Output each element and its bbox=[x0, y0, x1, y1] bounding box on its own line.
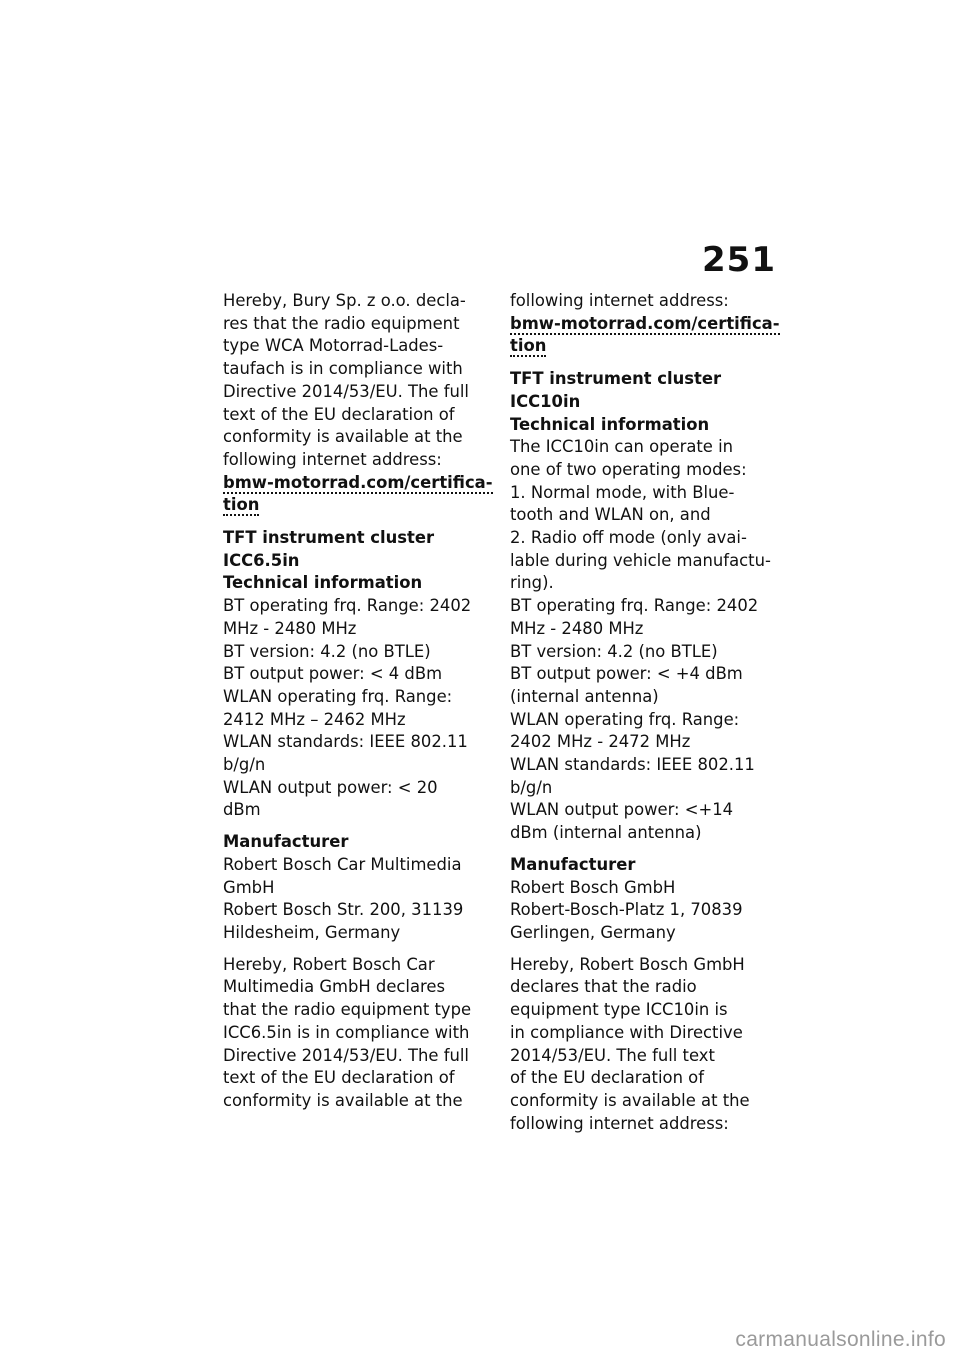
address-line: Robert Bosch Car Multimedia bbox=[223, 854, 462, 874]
spec-line: 2412 MHz – 2462 MHz bbox=[223, 709, 406, 729]
certification-link[interactable] bbox=[223, 472, 491, 517]
spec-line: BT version: 4.2 (no BTLE) bbox=[510, 641, 718, 661]
text-line: taufach is in compliance with bbox=[223, 359, 463, 379]
text-line: following internet address: bbox=[510, 1113, 729, 1133]
manufacturer-heading: Manufacturer bbox=[223, 832, 349, 852]
text-line: Hereby, Robert Bosch Car bbox=[223, 954, 435, 974]
address-line: Gerlingen, Germany bbox=[510, 922, 676, 942]
spec-line: BT version: 4.2 (no BTLE) bbox=[223, 641, 431, 661]
manufacturer-address bbox=[510, 877, 778, 945]
text-line: ICC6.5in is in compliance with bbox=[223, 1022, 470, 1042]
certification-link[interactable] bbox=[510, 313, 778, 358]
text-line: The ICC10in can operate in bbox=[510, 437, 734, 457]
spec-line: WLAN output power: < 20 bbox=[223, 777, 438, 797]
page-number: 251 bbox=[702, 240, 776, 280]
spec-line: WLAN standards: IEEE 802.11 bbox=[510, 755, 755, 775]
list-item: tooth and WLAN on, and bbox=[510, 505, 711, 525]
text-line: Directive 2014/53/EU. The full bbox=[223, 381, 469, 401]
text-line: conformity is available at the bbox=[510, 1090, 750, 1110]
address-line: Robert-Bosch-Platz 1, 70839 bbox=[510, 900, 743, 920]
text-line: type WCA Motorrad-Lades- bbox=[223, 336, 444, 356]
bury-declaration bbox=[223, 290, 491, 472]
text-line: 2014/53/EU. The full text bbox=[510, 1045, 715, 1065]
text-line: Hereby, Robert Bosch GmbH bbox=[510, 954, 745, 974]
technical-specs bbox=[510, 595, 778, 845]
technical-specs bbox=[223, 595, 491, 822]
continued-declaration bbox=[510, 290, 778, 313]
spec-line: dBm bbox=[223, 800, 261, 820]
section-heading: TFT instrument cluster bbox=[510, 369, 722, 389]
text-line: res that the radio equipment bbox=[223, 313, 460, 333]
spec-line: MHz - 2480 MHz bbox=[223, 618, 357, 638]
spec-line: WLAN operating frq. Range: bbox=[223, 686, 453, 706]
text-line: conformity is available at the bbox=[223, 1090, 463, 1110]
spec-line: MHz - 2480 MHz bbox=[510, 618, 644, 638]
text-line: one of two operating modes: bbox=[510, 459, 747, 479]
operating-modes bbox=[510, 436, 778, 595]
link-text-part2: tion bbox=[223, 495, 260, 515]
right-column bbox=[510, 290, 778, 1144]
spec-line: WLAN operating frq. Range: bbox=[510, 709, 740, 729]
list-item: lable during vehicle manufactu- bbox=[510, 550, 771, 570]
bosch-car-multimedia-declaration bbox=[223, 954, 491, 1113]
text-line: of the EU declaration of bbox=[510, 1068, 704, 1088]
technical-info-heading: Technical information bbox=[223, 573, 423, 593]
link-text-part1: bmw-motorrad.com/certifica- bbox=[510, 313, 780, 333]
text-line: Hereby, Bury Sp. z o.o. decla- bbox=[223, 291, 466, 310]
spec-line: BT output power: < +4 dBm bbox=[510, 664, 743, 684]
spec-line: 2402 MHz - 2472 MHz bbox=[510, 732, 691, 752]
text-line: Directive 2014/53/EU. The full bbox=[223, 1045, 469, 1065]
section-subheading: ICC6.5in bbox=[223, 550, 300, 570]
text-line: declares that the radio bbox=[510, 977, 697, 997]
address-line: Robert Bosch GmbH bbox=[510, 877, 676, 897]
left-column bbox=[223, 290, 491, 1122]
spec-line: BT operating frq. Range: 2402 bbox=[223, 596, 472, 616]
text-line: that the radio equipment type bbox=[223, 1000, 472, 1020]
section-heading: TFT instrument cluster bbox=[223, 528, 435, 548]
manufacturer-address bbox=[223, 854, 491, 945]
spec-line: BT operating frq. Range: 2402 bbox=[510, 596, 759, 616]
technical-info-heading: Technical information bbox=[510, 414, 710, 434]
text-line: Multimedia GmbH declares bbox=[223, 977, 446, 997]
watermark: carmanualsonline.info bbox=[735, 1328, 946, 1351]
text-line: in compliance with Directive bbox=[510, 1022, 743, 1042]
link-text-part2: tion bbox=[510, 336, 547, 356]
address-line: Hildesheim, Germany bbox=[223, 922, 401, 942]
manufacturer-heading: Manufacturer bbox=[510, 854, 636, 874]
text-line: conformity is available at the bbox=[223, 427, 463, 447]
text-line: equipment type ICC10in is bbox=[510, 1000, 728, 1020]
bosch-gmbh-declaration bbox=[510, 954, 778, 1136]
spec-line: b/g/n bbox=[223, 755, 266, 775]
text-line: text of the EU declaration of bbox=[223, 1068, 455, 1088]
spec-line: b/g/n bbox=[510, 777, 553, 797]
link-text-part1: bmw-motorrad.com/certifica- bbox=[223, 472, 493, 492]
list-item: 1. Normal mode, with Blue- bbox=[510, 482, 735, 502]
section-subheading: ICC10in bbox=[510, 391, 581, 411]
list-item: 2. Radio off mode (only avai- bbox=[510, 528, 747, 548]
spec-line: BT output power: < 4 dBm bbox=[223, 664, 443, 684]
text-line: following internet address: bbox=[510, 291, 729, 310]
spec-line: WLAN standards: IEEE 802.11 bbox=[223, 732, 468, 752]
address-line: GmbH bbox=[223, 877, 275, 897]
address-line: Robert Bosch Str. 200, 31139 bbox=[223, 900, 464, 920]
spec-line: dBm (internal antenna) bbox=[510, 823, 702, 843]
spec-line: WLAN output power: <+14 bbox=[510, 800, 734, 820]
text-line: text of the EU declaration of bbox=[223, 404, 455, 424]
text-line: following internet address: bbox=[223, 449, 442, 469]
spec-line: (internal antenna) bbox=[510, 686, 659, 706]
list-item: ring). bbox=[510, 573, 554, 593]
